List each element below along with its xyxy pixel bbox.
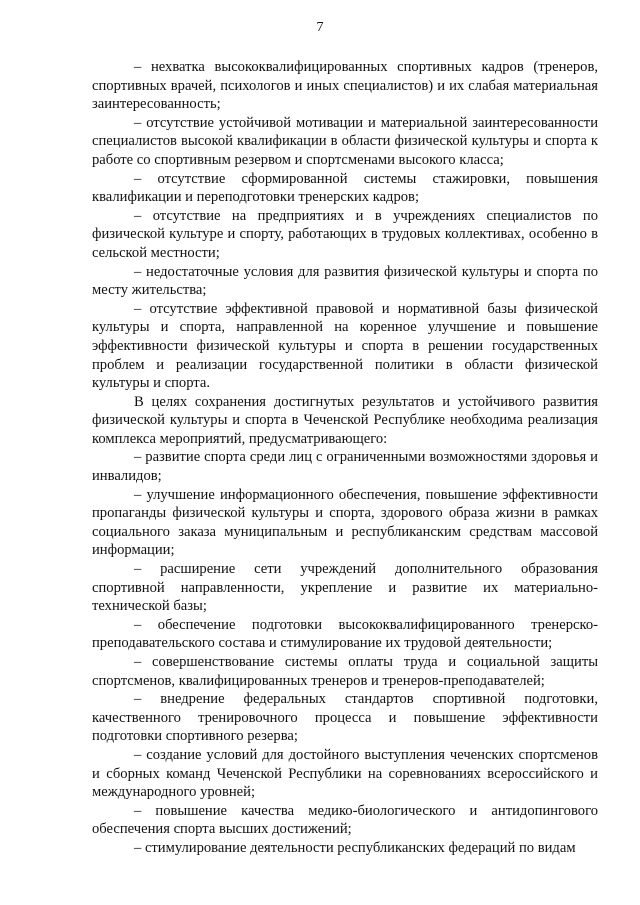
page-number: 7 xyxy=(316,20,324,35)
paragraph: – стимулирование деятельности республиканских федераций по видам xyxy=(134,839,576,856)
paragraph: – нехватка высококвалифицированных спортивных кадров (тренеров, спортивных врачей, психологов и иных специалистов) и их слабая материальная заинтересованность; xyxy=(92,59,598,113)
paragraph: – отсутствие на предприятиях и в учреждениях специалистов по физической культуре и спорту, работающих в трудовых коллективах, особенно в сельской местности; xyxy=(92,207,598,261)
paragraph: – отсутствие сформированной системы стажировки, повышения квалификации и переподготовки тренерских кадров; xyxy=(92,170,598,206)
paragraph: – улучшение информационного обеспечения, повышение эффективности пропаганды физической культуры и спорта, здорового образа жизни в рамках социального заказа муниципальным и республиканским средствам массовой информации; xyxy=(92,486,598,559)
paragraph: – расширение сети учреждений дополнительного образования спортивной направленности, укрепление и развитие их материально-технической базы; xyxy=(92,561,598,615)
paragraph: – совершенствование системы оплаты труда и социальной защиты спортсменов, квалифицированных тренеров и тренеров-преподавателей; xyxy=(92,654,598,689)
paragraph: – развитие спорта среди лиц с ограниченными возможностями здоровья и инвалидов; xyxy=(92,449,598,485)
page-body xyxy=(92,58,598,858)
paragraph: В целях сохранения достигнутых результатов и устойчивого развития физической культуры и спорта в Чеченской Республике необходима реализация комплекса мероприятий, предусматривающего: xyxy=(92,393,598,447)
paragraph: – создание условий для достойного выступления чеченских спортсменов и сборных команд Чеченской Республики на соревнованиях всероссийского и международного уровней; xyxy=(92,746,598,801)
paragraph: – недостаточные условия для развития физической культуры и спорта по месту жительства; xyxy=(92,263,598,299)
paragraph: – отсутствие устойчивой мотивации и материальной заинтересованности специалистов высокой квалификации в области физической культуры и спорта к работе со спортивным резервом и спортсменами высокого класса; xyxy=(92,114,598,168)
paragraph: – отсутствие эффективной правовой и нормативной базы физической культуры и спорта, направленной на коренное улучшение и повышение эффективности физической культуры и спорта в решении государственных проблем и реализации государственной политики в области физической культуры и спорта. xyxy=(92,300,598,392)
paragraph: – обеспечение подготовки высококвалифицированного тренерско-преподавательского состава и стимулирование их трудовой деятельности; xyxy=(92,616,598,652)
paragraph: – внедрение федеральных стандартов спортивной подготовки, качественного тренировочного процесса и повышение эффективности подготовки спортивного резерва; xyxy=(92,691,598,745)
paragraph: – повышение качества медико-биологического и антидопингового обеспечения спорта высших достижений; xyxy=(92,802,598,838)
